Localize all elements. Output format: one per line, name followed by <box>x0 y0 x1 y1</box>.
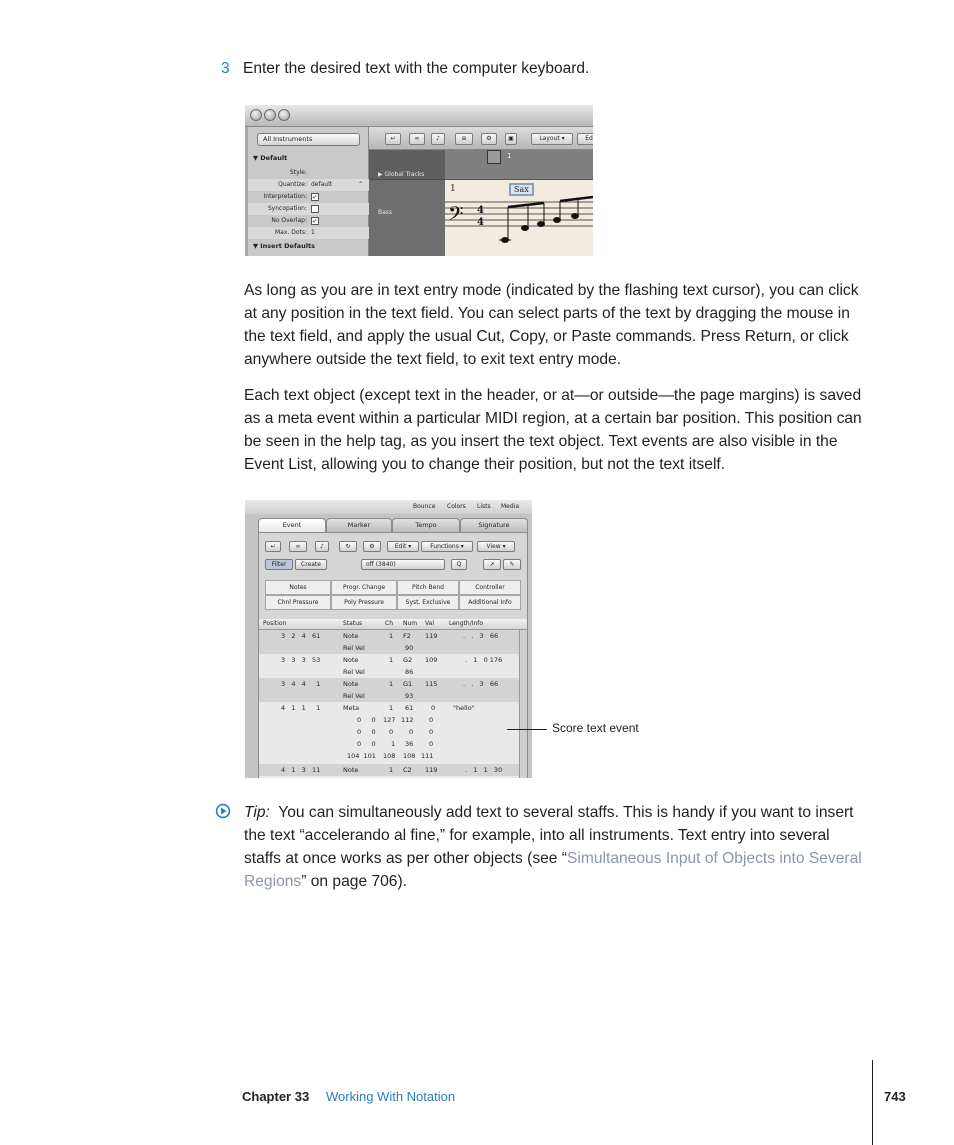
callout-line <box>507 729 547 730</box>
minimize-window-icon[interactable] <box>264 109 276 121</box>
style-row: Style: <box>289 169 307 176</box>
tab-event[interactable]: Event <box>258 518 326 532</box>
footer-chapter-title[interactable]: Working With Notation <box>326 1089 456 1104</box>
event-row[interactable]: 3 4 4 1 Note 1 G1 115 . . 3 66 <box>259 678 519 690</box>
poly-pressure-filter-button[interactable]: Poly Pressure <box>331 595 397 610</box>
menu-lists[interactable]: Lists <box>477 503 491 510</box>
additional-info-filter-button[interactable]: Additional Info <box>459 595 521 610</box>
syncopation-row[interactable]: Syncopation: <box>248 203 369 215</box>
midi-out-icon[interactable]: ♪ <box>431 133 445 145</box>
no-overlap-checkbox[interactable]: ✓ <box>312 216 318 225</box>
event-row[interactable]: Rel Vel 93 <box>259 690 519 702</box>
layout-menu[interactable]: Layout ▾ <box>531 133 573 145</box>
column-position[interactable]: Position <box>263 620 287 627</box>
create-button[interactable]: Create <box>295 559 327 570</box>
menu-colors[interactable]: Colors <box>447 503 466 510</box>
svg-text:4: 4 <box>477 205 484 216</box>
score-page[interactable] <box>445 180 593 256</box>
score-toolbar <box>369 127 593 150</box>
program-change-filter-button[interactable]: Progr. Change <box>331 580 397 595</box>
midi-out-icon[interactable]: ♪ <box>315 541 329 552</box>
paragraph-meta-event: Each text object (except text in the header, or at—or outside—the page margins) is saved as a meta event within a particular MIDI region, at a certain bar position. This position can be seen in the help tag, as you insert the text object. Text events are also visible in the Event List, allowing you to change their position, but not the text itself. <box>244 387 862 473</box>
notes-filter-button[interactable]: Notes <box>265 580 331 595</box>
page-number: 743 <box>884 1089 906 1104</box>
tab-marker[interactable]: Marker <box>326 518 392 532</box>
tip-paragraph <box>244 801 864 893</box>
interpretation-row[interactable]: Interpretation: ✓ <box>263 192 318 201</box>
column-num[interactable]: Num <box>403 620 418 627</box>
column-val[interactable]: Val <box>425 620 434 627</box>
max-dots-row[interactable]: Max. Dots: 1 <box>248 227 369 239</box>
event-row[interactable]: Rel Vel 90 <box>259 642 519 654</box>
tab-signature[interactable]: Signature <box>460 518 528 532</box>
catch-icon[interactable]: ↵ <box>385 133 401 145</box>
event-row[interactable]: 4 1 3 11 Note 1 C2 119 . 1 1 30 <box>259 764 519 776</box>
settings-icon[interactable]: ⚙ <box>481 133 497 145</box>
syncopation-checkbox[interactable] <box>311 205 319 213</box>
step-3 <box>221 60 589 78</box>
svg-text:4: 4 <box>477 217 484 228</box>
playhead-marker[interactable] <box>487 150 501 164</box>
view-menu[interactable]: View ▾ <box>477 541 515 552</box>
list-menubar <box>245 500 532 514</box>
window-titlebar <box>245 105 593 127</box>
event-list <box>259 630 519 778</box>
quantize-button[interactable]: Q <box>451 559 467 570</box>
settings-icon[interactable]: ⚙ <box>363 541 381 552</box>
bass-track-label[interactable]: Bass <box>378 209 393 216</box>
score-inspector <box>248 127 369 256</box>
edit-menu[interactable]: Ed <box>577 133 593 145</box>
view-icon[interactable]: ▣ <box>505 133 517 145</box>
functions-menu[interactable]: Functions ▾ <box>421 541 473 552</box>
cross-reference-link[interactable]: Simultaneous Input of Objects into Several Regions <box>244 850 862 890</box>
event-list-panel <box>258 532 528 778</box>
ruler-bar-number: 1 <box>507 152 512 160</box>
staff-notation <box>445 180 593 256</box>
link-icon[interactable]: ∞ <box>409 133 425 145</box>
track-list <box>369 150 445 256</box>
event-row[interactable]: 3 3 3 53 Note 1 G2 109 . 1 0 176 <box>281 656 503 664</box>
pencil-tool-icon[interactable]: ✎ <box>503 559 521 570</box>
loop-icon[interactable]: ↻ <box>339 541 357 552</box>
callout-score-text-event: Score text event <box>552 721 639 735</box>
zoom-icon[interactable]: ⊖ <box>455 133 473 145</box>
interpretation-checkbox[interactable]: ✓ <box>312 192 318 201</box>
tip-label: Tip: <box>244 804 270 821</box>
channel-pressure-filter-button[interactable]: Chnl Pressure <box>265 595 331 610</box>
pitch-bend-filter-button[interactable]: Pitch Bend <box>397 580 459 595</box>
close-window-icon[interactable] <box>250 109 262 121</box>
event-row[interactable]: 3 2 4 61 Note 1 F2 119 . . 3 66 <box>259 630 519 642</box>
tip-text-end: ” on page 706). <box>301 873 407 890</box>
quantize-row[interactable]: Quantize: default ⌃ <box>248 179 369 191</box>
column-status[interactable]: Status <box>343 620 363 627</box>
paragraph-text-entry: As long as you are in text entry mode (indicated by the flashing text cursor), you can click at any position in the text field. You can select parts of the text by dragging the mouse in the text field, and apply the usual Cut, Copy, or Paste commands. Press Return, or click anywhere outside the text field, to exit text entry mode. <box>244 282 859 368</box>
quantize-popup[interactable]: off (3840) <box>361 559 445 570</box>
event-row[interactable]: Rel Vel 86 <box>343 668 414 676</box>
score-text-object-sax[interactable]: Sax <box>509 183 534 196</box>
link-icon[interactable]: ∞ <box>289 541 307 552</box>
event-row-meta-data[interactable]: 0 0 1 36 0 <box>357 740 434 748</box>
no-overlap-row[interactable]: No Overlap: ✓ <box>271 216 318 225</box>
instrument-set-popup[interactable]: All Instruments <box>257 133 360 146</box>
default-section[interactable]: ▼ Default <box>253 154 288 162</box>
event-row-meta-data[interactable]: 0 0 127 112 0 <box>357 716 434 724</box>
global-tracks-label[interactable]: ▶ Global Tracks <box>378 171 425 178</box>
event-list-scrollbar[interactable] <box>519 630 527 778</box>
edit-menu[interactable]: Edit ▾ <box>387 541 419 552</box>
filter-button[interactable]: Filter <box>265 559 293 570</box>
event-row-meta-text[interactable]: 4 1 1 1 Meta 1 61 0 "hello" <box>281 704 475 712</box>
menu-bounce[interactable]: Bounce <box>413 503 436 510</box>
tip-text: You can simultaneously add text to several staffs. This is handy if you want to insert the text “accelerando al fine,” for example, into all instruments. Text entry into several staffs at once works as per other objects (see “ <box>244 804 854 867</box>
event-row-meta-data[interactable]: 0 0 0 0 0 <box>357 728 434 736</box>
catch-icon[interactable]: ↵ <box>265 541 281 552</box>
menu-media[interactable]: Media <box>501 503 520 510</box>
footer-divider <box>872 1060 873 1145</box>
zoom-window-icon[interactable] <box>278 109 290 121</box>
svg-text:𝄢: 𝄢 <box>448 202 464 230</box>
bar-ruler[interactable] <box>445 150 593 180</box>
footer-chapter: Chapter 33 <box>242 1089 310 1104</box>
bar-number: 1 <box>450 184 456 194</box>
column-channel[interactable]: Ch <box>385 620 393 627</box>
sysex-filter-button[interactable]: Syst. Exclusive <box>397 595 459 610</box>
list-tabs <box>258 518 528 532</box>
tip-arrow-icon <box>215 803 231 819</box>
column-length-info[interactable]: Length/Info <box>449 620 484 627</box>
tab-tempo[interactable]: Tempo <box>392 518 460 532</box>
step-text: Enter the desired text with the computer keyboard. <box>243 60 590 77</box>
controller-filter-button[interactable]: Controller <box>459 580 521 595</box>
event-list-screenshot <box>245 500 532 778</box>
insert-defaults-section[interactable]: ▼ Insert Defaults <box>253 242 316 250</box>
pointer-tool-icon[interactable]: ➚ <box>483 559 501 570</box>
event-list-header <box>259 619 527 630</box>
score-editor-screenshot <box>245 105 593 256</box>
step-number: 3 <box>221 60 230 77</box>
event-row-meta-data[interactable]: 104 101 108 108 111 <box>347 752 434 760</box>
